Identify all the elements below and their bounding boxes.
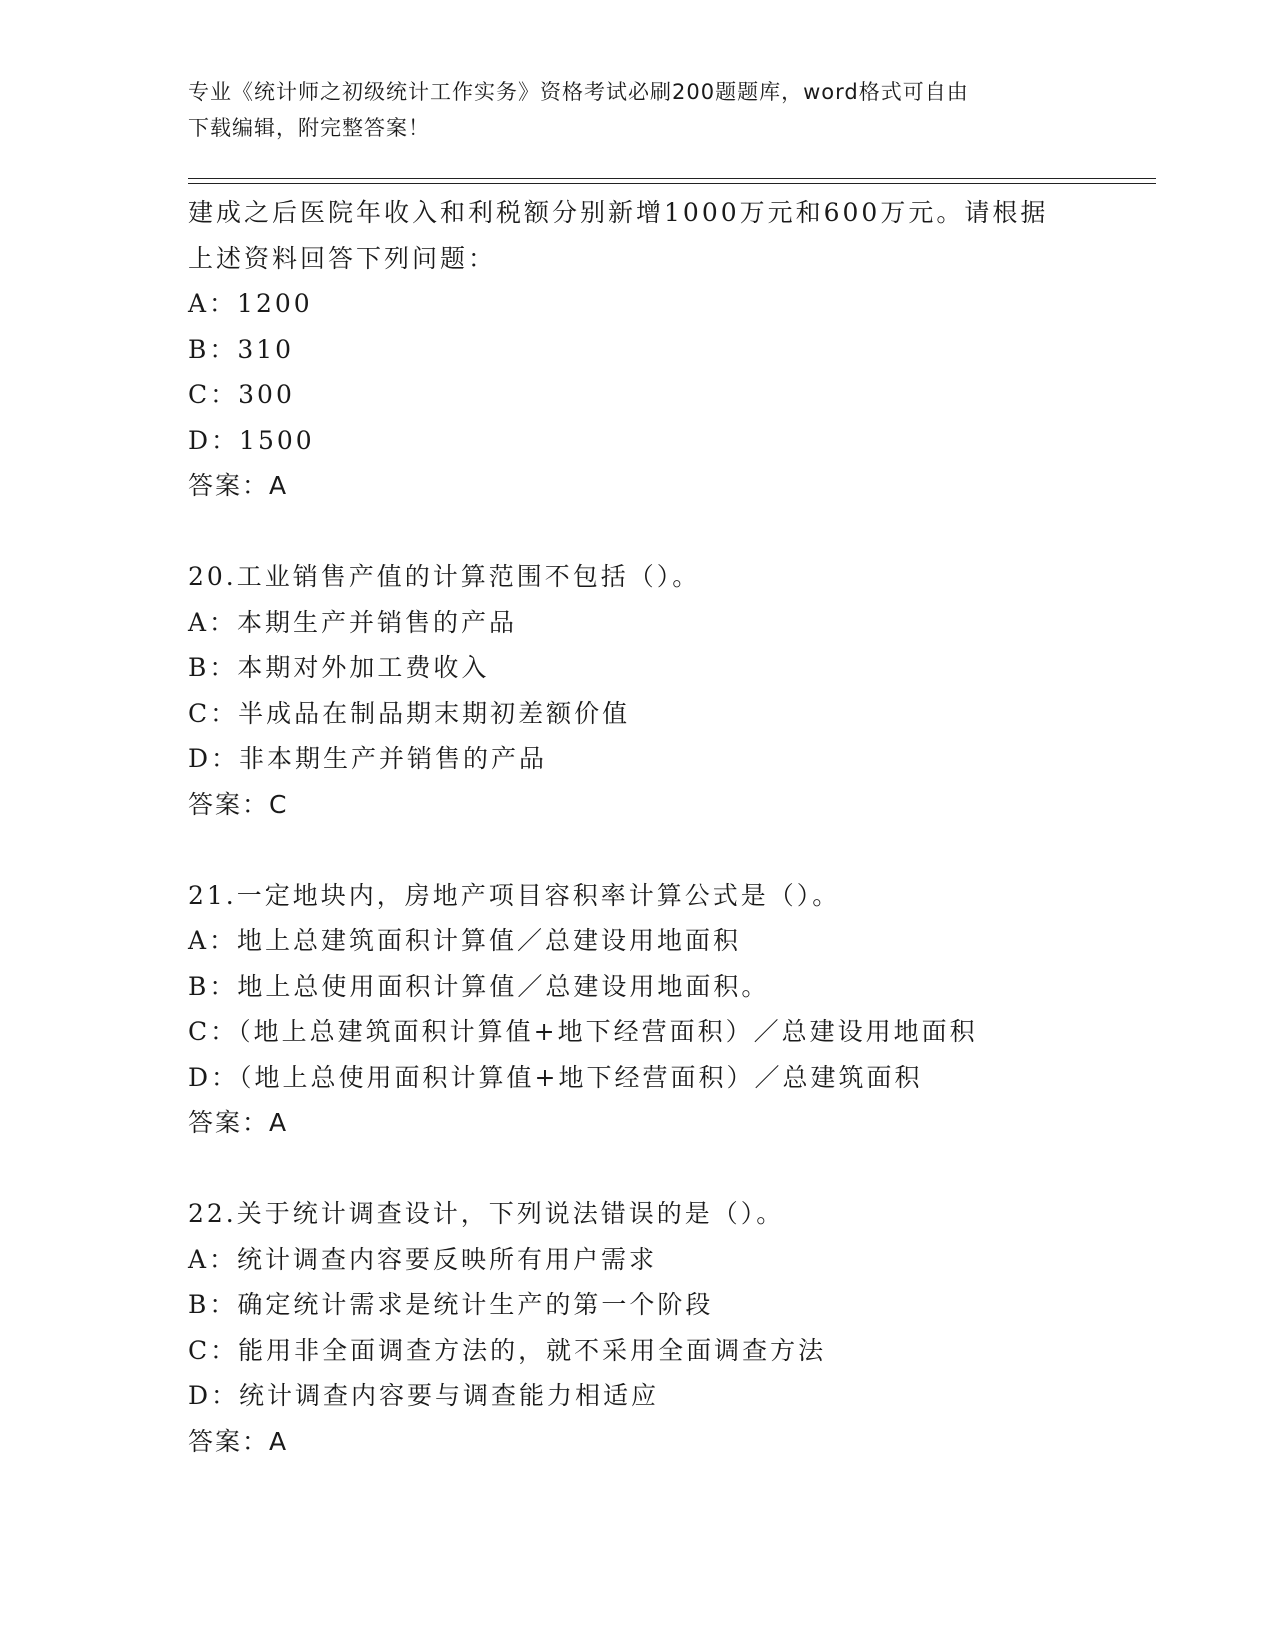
q21-option-d: D：（地上总使用面积计算值+地下经营面积）／总建筑面积 <box>188 1062 923 1092</box>
header-line-1: 专业《统计师之初级统计工作实务》资格考试必刷200题题库，word格式可自由 <box>188 80 969 104</box>
q19-option-b: B：310 <box>188 334 295 364</box>
q19-option-c: C：300 <box>188 380 295 409</box>
question-19-block <box>188 281 1148 509</box>
question-22-block <box>188 1191 1148 1464</box>
q20-stem: 20.工业销售产值的计算范围不包括（）。 <box>188 562 701 591</box>
q19-option-a: A：1200 <box>188 289 313 318</box>
q20-option-d: D：非本期生产并销售的产品 <box>188 744 548 773</box>
q21-answer: 答案：A <box>188 1108 289 1137</box>
header-divider-bottom <box>188 183 1156 184</box>
q19-option-d: D：1500 <box>188 425 315 455</box>
q20-option-a: A：本期生产并销售的产品 <box>188 607 518 637</box>
spacer <box>188 509 1148 555</box>
header-line-2: 下载编辑，附完整答案！ <box>188 116 430 140</box>
q22-stem: 22.关于统计调查设计，下列说法错误的是（）。 <box>188 1199 785 1228</box>
q22-answer: 答案：A <box>188 1426 289 1456</box>
header-divider-top <box>188 178 1156 179</box>
q21-option-a: A：地上总建筑面积计算值／总建设用地面积 <box>188 926 742 955</box>
q20-option-b: B：本期对外加工费收入 <box>188 653 490 682</box>
document-header <box>188 74 1088 146</box>
q21-option-b: B：地上总使用面积计算值／总建设用地面积。 <box>188 971 770 1001</box>
document-body <box>188 190 1148 1464</box>
question-21-block <box>188 873 1148 1146</box>
spacer <box>188 827 1148 873</box>
q21-stem: 21.一定地块内，房地产项目容积率计算公式是（）。 <box>188 880 841 910</box>
intro-line-1: 建成之后医院年收入和利税额分别新增1000万元和600万元。请根据 <box>188 198 1049 227</box>
q22-option-c: C：能用非全面调查方法的，就不采用全面调查方法 <box>188 1335 827 1365</box>
q22-option-a: A：统计调查内容要反映所有用户需求 <box>188 1244 658 1274</box>
q22-option-b: B：确定统计需求是统计生产的第一个阶段 <box>188 1290 714 1319</box>
q20-option-c: C：半成品在制品期末期初差额价值 <box>188 698 631 728</box>
q21-option-c: C：（地上总建筑面积计算值+地下经营面积）／总建设用地面积 <box>188 1017 978 1046</box>
intro-line-2: 上述资料回答下列问题： <box>188 243 497 273</box>
question-20-block <box>188 554 1148 827</box>
q22-option-d: D：统计调查内容要与调查能力相适应 <box>188 1381 660 1410</box>
q19-answer: 答案：A <box>188 471 289 500</box>
spacer <box>188 1146 1148 1192</box>
q20-answer: 答案：C <box>188 789 289 819</box>
